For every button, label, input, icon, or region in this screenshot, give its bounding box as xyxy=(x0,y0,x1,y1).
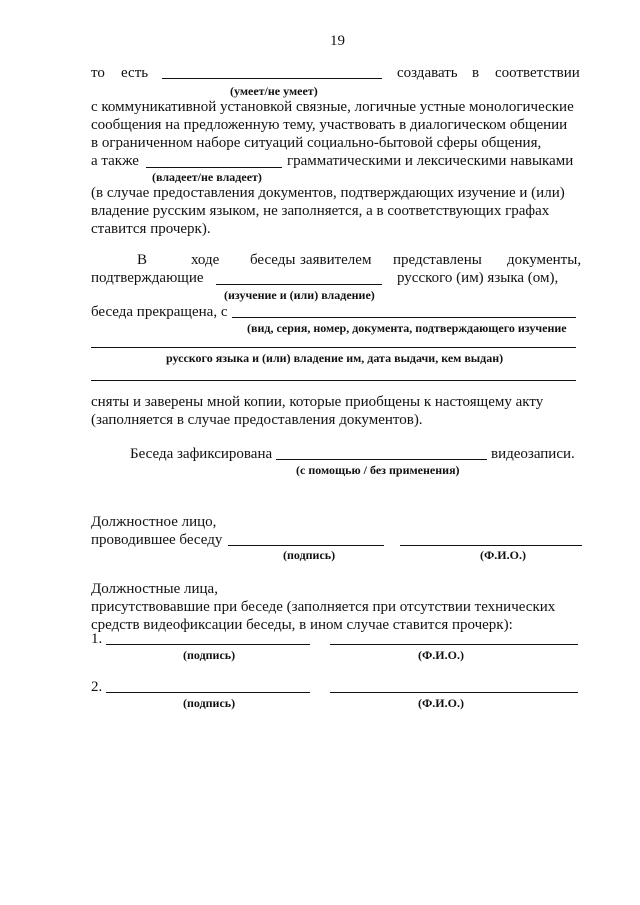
p2-line5: (заполняется в случае предоставления документов). xyxy=(91,412,423,428)
p1-line2: с коммуникативной установкой связные, логичные устные монологические xyxy=(91,99,574,115)
caption-umeet: (умеет/не умеет) xyxy=(230,84,318,98)
present-line1: Должностные лица, xyxy=(91,581,218,597)
p1-line4: в ограниченном наборе ситуаций социально-бытовой сферы общения, xyxy=(91,135,542,151)
official-name-line xyxy=(400,545,582,546)
caption-russkogo-yazyka: русского языка и (или) владение им, дата выдачи, кем выдан) xyxy=(166,351,504,365)
caption-vid-seriya: (вид, серия, номер, документа, подтверждающего изучение xyxy=(247,321,567,335)
p2-line4: сняты и заверены мной копии, которые приобщены к настоящему акту xyxy=(91,394,544,410)
fill-line-doc-1 xyxy=(232,317,576,318)
p1-line5-end: грамматическими и лексическими навыками xyxy=(287,153,574,169)
p1-line5-start: а также xyxy=(91,153,139,169)
p2-line3: беседа прекращена, с xyxy=(91,304,228,320)
caption-izuchenie: (изучение и (или) владение) xyxy=(224,288,375,302)
caption-vladeet: (владеет/не владеет) xyxy=(152,170,262,184)
p1-line8: ставится прочерк). xyxy=(91,221,211,237)
official-name-caption: (Ф.И.О.) xyxy=(480,548,526,562)
official-line1: Должностное лицо, xyxy=(91,514,217,530)
p2-line2-start: подтверждающие xyxy=(91,270,204,286)
fill-line-umeet xyxy=(162,78,382,79)
p2-line2-end: русского (им) языка (ом), xyxy=(397,270,559,286)
p2-word-v: В xyxy=(137,252,148,268)
p1-line3: сообщения на предложенную тему, участвовать в диалогическом общении xyxy=(91,117,568,133)
official-sign-caption: (подпись) xyxy=(283,548,336,562)
word-to: то xyxy=(91,65,105,81)
word-est: есть xyxy=(121,65,149,81)
word-v: в xyxy=(472,65,480,81)
fill-line-izuchenie xyxy=(216,284,382,285)
p2-word-dokumenty: документы, xyxy=(507,252,582,268)
page-number: 19 xyxy=(330,33,345,49)
official-sign-line xyxy=(228,545,384,546)
present-item-2-name-caption: (Ф.И.О.) xyxy=(418,696,464,710)
word-sootvetstvii: соответствии xyxy=(495,65,580,81)
present-item-2-sign-line xyxy=(106,692,310,693)
present-line2: присутствовавшие при беседе (заполняется при отсутствии технических xyxy=(91,599,556,615)
fill-line-vladeet xyxy=(146,167,282,168)
p3-start: Беседа зафиксирована xyxy=(130,446,273,462)
present-item-2-sign-caption: (подпись) xyxy=(183,696,236,710)
fill-line-doc-2 xyxy=(91,347,576,348)
p1-line6: (в случае предоставления документов, подтверждающих изучение и (или) xyxy=(91,185,565,201)
present-item-2-name-line xyxy=(330,692,578,693)
caption-s-pomoshchyu: (с помощью / без применения) xyxy=(296,463,460,477)
present-item-1-num: 1. xyxy=(91,631,103,647)
word-sozdavat: создавать xyxy=(397,65,458,81)
p3-end: видеозаписи. xyxy=(491,446,575,462)
present-item-1-name-line xyxy=(330,644,578,645)
present-item-2-num: 2. xyxy=(91,679,103,695)
p2-word-besedy: беседы xyxy=(250,252,296,268)
present-item-1-sign-caption: (подпись) xyxy=(183,648,236,662)
fill-line-video xyxy=(276,459,487,460)
present-line3: средств видеофиксации беседы, в ином случае ставится прочерк): xyxy=(91,617,513,633)
official-line2: проводившее беседу xyxy=(91,532,223,548)
p2-word-predstavleny: представлены xyxy=(393,252,482,268)
fill-line-doc-3 xyxy=(91,380,576,381)
p1-line7: владение русским языком, не заполняется, а в соответствующих графах xyxy=(91,203,550,219)
p2-word-hode: ходе xyxy=(191,252,220,268)
present-item-1-sign-line xyxy=(106,644,310,645)
p2-word-zayavitelem: заявителем xyxy=(300,252,372,268)
present-item-1-name-caption: (Ф.И.О.) xyxy=(418,648,464,662)
